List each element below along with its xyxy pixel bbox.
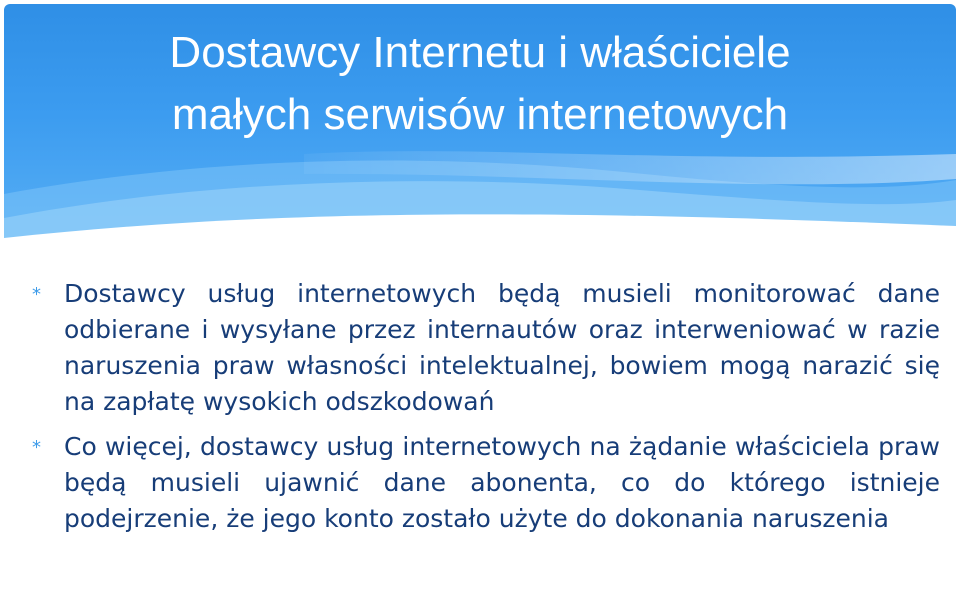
bullet-list xyxy=(32,276,940,546)
slide-title-line-2: małych serwisów internetowych xyxy=(171,90,789,139)
bullet-asterisk-icon: * xyxy=(32,437,41,458)
slide-title-line-1: Dostawcy Internetu i właściciele xyxy=(169,28,791,77)
bullet-text: Dostawcy usług internetowych będą musieli monitorować dane odbierane i wysyłane przez internautów oraz interweniować w razie naruszenia praw własności intelektualnej, bowiem mogą narazić się na zapłatę wysokich odszkodowań xyxy=(64,279,940,416)
bullet-item xyxy=(32,276,940,420)
bullet-item xyxy=(32,429,940,537)
bullet-text: Co więcej, dostawcy usług internetowych na żądanie właściciela praw będą musieli ujawnić dane abonenta, co do którego istnieje podejrzenie, że jego konto zostało użyte do dokonania naruszenia xyxy=(64,432,940,533)
slide-title xyxy=(0,22,960,146)
bullet-asterisk-icon: * xyxy=(32,284,41,305)
